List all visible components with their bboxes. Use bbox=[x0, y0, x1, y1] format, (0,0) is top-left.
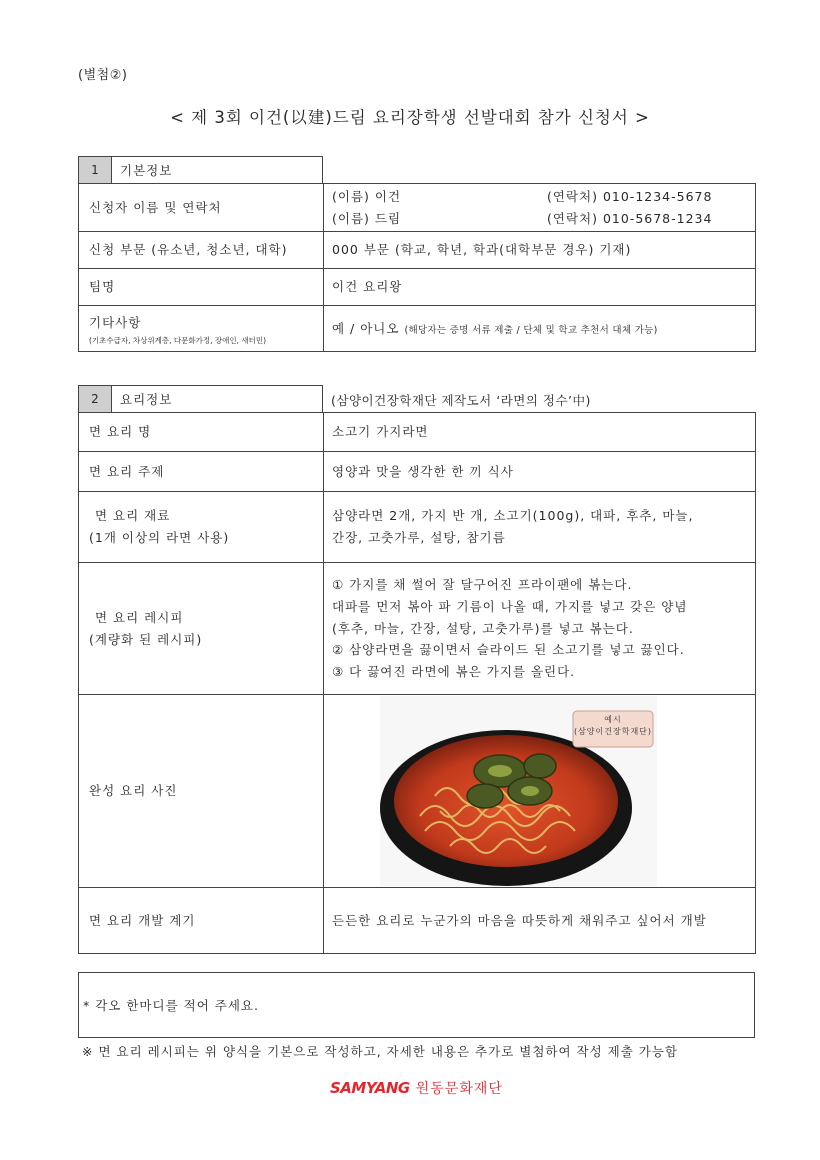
ingredients-sub-label: (1개 이상의 라면 사용) bbox=[89, 530, 230, 545]
contact-phone: (연락처) 010-1234-5678 bbox=[547, 188, 713, 204]
ingredients-line: 삼양라면 2개, 가지 반 개, 소고기(100g), 대파, 후추, 마늘, bbox=[332, 508, 694, 524]
section1-number: 1 bbox=[79, 157, 112, 183]
applicant-label: 신청자 이름 및 연락처 bbox=[79, 184, 324, 232]
etc-sub-label: (기초수급자, 차상위계층, 다문화가정, 장애인, 새터민) bbox=[89, 336, 267, 346]
footnote: ※ 면 요리 레시피는 위 양식을 기본으로 작성하고, 자세한 내용은 추가로 별첨하여 작성 제출 가능함 bbox=[82, 1044, 679, 1059]
division-value: 000 부문 (학교, 학년, 학과(대학부문 경우) 기재) bbox=[324, 232, 756, 269]
ingredients-label-cell bbox=[79, 492, 324, 563]
dish-theme-row bbox=[79, 452, 756, 492]
logo-brand: SAMYANG bbox=[330, 1079, 410, 1097]
division-label: 신청 부문 (유소년, 청소년, 대학) bbox=[79, 232, 324, 269]
etc-label-cell bbox=[79, 306, 324, 352]
division-row bbox=[79, 232, 756, 269]
recipe-step: ③ 다 끓여진 라면에 볶은 가지를 올린다. bbox=[332, 664, 576, 680]
etc-value: 예 / 아니오 bbox=[332, 320, 400, 336]
basic-info-table bbox=[78, 183, 756, 352]
recipe-row bbox=[79, 563, 756, 695]
contact-name: (이름) 이건 bbox=[332, 188, 402, 204]
dish-name-label: 면 요리 명 bbox=[79, 413, 324, 452]
source-note: (삼양이건장학재단 제작도서 ‘라면의 정수’中) bbox=[331, 393, 591, 408]
dish-photo bbox=[380, 696, 657, 886]
contact-name: (이름) 드림 bbox=[332, 210, 402, 226]
motive-label: 면 요리 개발 계기 bbox=[79, 888, 324, 954]
dish-theme-value: 영양과 맛을 생각한 한 끼 식사 bbox=[324, 452, 756, 492]
motive-value: 든든한 요리로 누군가의 마음을 따뜻하게 채워주고 싶어서 개발 bbox=[324, 888, 756, 954]
attachment-label: (별첨②) bbox=[78, 68, 128, 83]
photo-tag-source: (삼양이건장학재단) bbox=[573, 727, 653, 736]
photo-tag-title: 예시 bbox=[604, 715, 622, 724]
contact-line bbox=[332, 186, 754, 208]
document-title: < 제 3회 이건(以建)드림 요리장학생 선발대회 참가 신청서 > bbox=[170, 108, 650, 127]
ingredients-value-cell bbox=[324, 492, 756, 563]
applicant-contacts bbox=[324, 184, 756, 232]
photo-label: 완성 요리 사진 bbox=[79, 695, 324, 888]
recipe-label: 면 요리 레시피 bbox=[95, 609, 184, 625]
dish-theme-label: 면 요리 주제 bbox=[79, 452, 324, 492]
ingredients-label: 면 요리 재료 bbox=[95, 508, 171, 524]
section2-header bbox=[78, 385, 323, 413]
applicant-row bbox=[79, 184, 756, 232]
photo-row bbox=[79, 695, 756, 888]
logo-org: 원동문화재단 bbox=[415, 1081, 503, 1097]
photo-sample-tag bbox=[573, 714, 653, 738]
recipe-step: ① 가지를 채 썰어 잘 달구어진 프라이팬에 볶는다. bbox=[332, 576, 633, 592]
ingredients-row bbox=[79, 492, 756, 563]
section2-number: 2 bbox=[79, 386, 112, 412]
section1-header bbox=[78, 156, 323, 184]
contact-line bbox=[332, 208, 754, 230]
recipe-step: ② 삼양라면을 끓이면서 슬라이드 된 소고기를 넣고 끓인다. bbox=[332, 642, 685, 658]
motive-row bbox=[79, 888, 756, 954]
etc-value-cell bbox=[324, 306, 756, 352]
ingredients-line: 간장, 고춧가루, 설탕, 참기름 bbox=[332, 530, 506, 545]
photo-cell bbox=[324, 695, 756, 888]
team-value: 이건 요리왕 bbox=[324, 269, 756, 306]
recipe-sub-label: (계량화 된 레시피) bbox=[89, 631, 203, 647]
section2-title: 요리정보 bbox=[120, 392, 173, 407]
etc-row bbox=[79, 306, 756, 352]
etc-label: 기타사항 bbox=[89, 314, 142, 330]
team-label: 팀명 bbox=[79, 269, 324, 306]
cooking-info-table bbox=[78, 412, 756, 954]
recipe-label-cell bbox=[79, 563, 324, 695]
recipe-step: 대파를 먼저 볶아 파 기름이 나올 때, 가지를 넣고 갖은 양념 bbox=[332, 598, 688, 614]
contact-phone: (연락처) 010-5678-1234 bbox=[547, 210, 713, 226]
comment-box[interactable] bbox=[78, 972, 755, 1038]
dish-name-value: 소고기 가지라면 bbox=[324, 413, 756, 452]
team-row bbox=[79, 269, 756, 306]
recipe-step: (후추, 마늘, 간장, 설탕, 고춧가루)를 넣고 볶는다. bbox=[332, 620, 634, 636]
foundation-logo bbox=[330, 1078, 503, 1098]
dish-name-row bbox=[79, 413, 756, 452]
recipe-steps bbox=[324, 563, 756, 695]
comment-prompt: * 각오 한마디를 적어 주세요. bbox=[83, 998, 259, 1013]
etc-note: (해당자는 증명 서류 제출 / 단체 및 학교 추천서 대체 가능) bbox=[404, 324, 658, 336]
section1-title: 기본정보 bbox=[120, 163, 173, 178]
